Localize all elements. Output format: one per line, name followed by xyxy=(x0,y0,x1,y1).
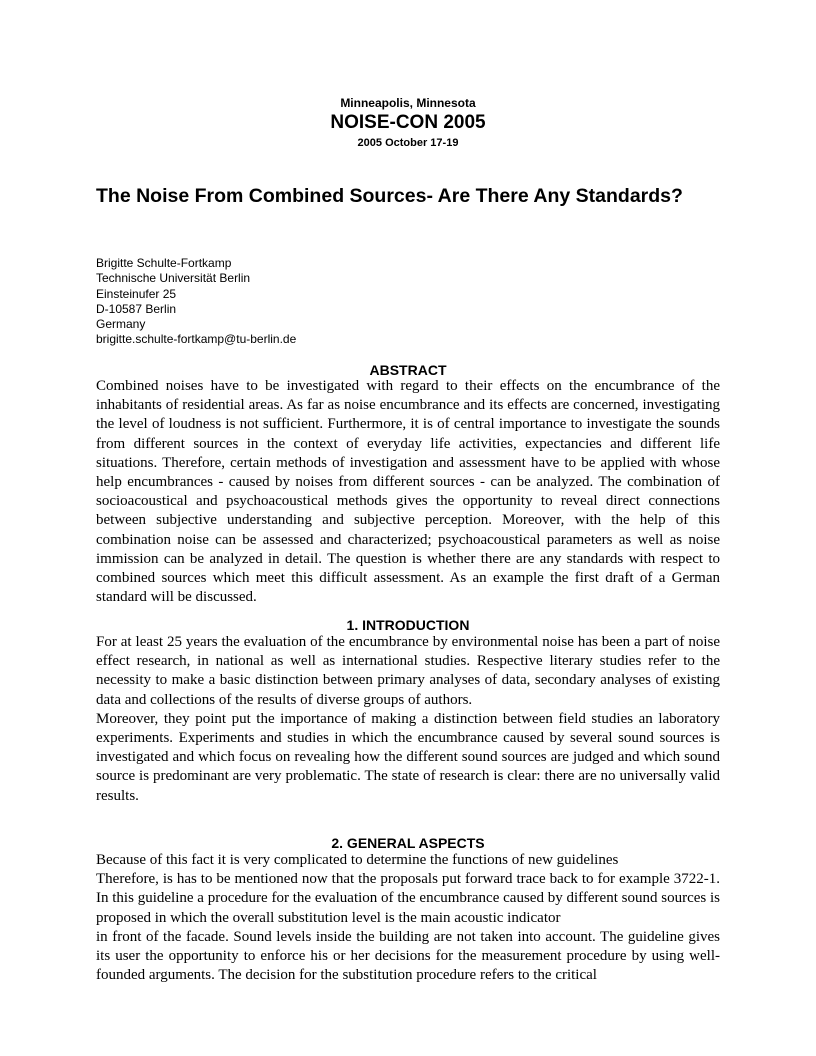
introduction-paragraph-1: For at least 25 years the evaluation of the encumbrance by environmental noise has been a part of noise effect research, in national as well as international studies. Respective literary studies refer to the necessity to make a basic distinction between primary analyses of data, secondary analyses of existing data and collections of the results of diverse groups of authors. xyxy=(96,634,720,708)
general-aspects-section xyxy=(96,851,720,985)
general-aspects-heading: 2. GENERAL ASPECTS xyxy=(331,835,485,851)
author-block xyxy=(96,256,720,348)
abstract-text xyxy=(96,377,720,607)
author-street: Einsteinufer 25 xyxy=(96,286,177,301)
conference-name: NOISE-CON 2005 xyxy=(330,112,486,133)
general-aspects-line-1: Because of this fact it is very complicated to determine the functions of new guidelines xyxy=(96,852,619,868)
general-aspects-paragraph-1a: Therefore, is has to be mentioned now that the proposals put forward trace back to for example 3722-1. In this guideline a procedure for the evaluation of the encumbrance caused by different sound sources is proposed in which the overall substitution level is the main acoustic indicator xyxy=(96,871,720,926)
introduction-paragraph-2: Moreover, they point put the importance of making a distinction between field studies an laboratory experiments. Experiments and studies in which the encumbrance caused by several sound sources is investigated and which focus on revealing how the different sound sources are judged and which sound source is predominant are very problematic. The state of research is clear: there are no universally valid results. xyxy=(96,710,720,804)
paper-title: The Noise From Combined Sources- Are There Any Standards? xyxy=(96,185,683,207)
author-email: brigitte.schulte-fortkamp@tu-berlin.de xyxy=(96,332,297,347)
conference-date: 2005 October 17-19 xyxy=(357,137,459,149)
abstract-heading: ABSTRACT xyxy=(369,362,447,378)
introduction-section xyxy=(96,633,720,806)
introduction-heading: 1. INTRODUCTION xyxy=(346,617,470,633)
author-institution: Technische Universität Berlin xyxy=(96,271,251,286)
author-country: Germany xyxy=(96,317,146,332)
general-aspects-paragraph-1b: in front of the facade. Sound levels inside the building are not taken into account. The guideline gives its user the opportunity to enforce his or her decisions for the measurement procedure by using well-founded arguments. The decision for the substitution procedure refers to the critical xyxy=(96,928,720,984)
abstract-paragraph: Combined noises have to be investigated with regard to their effects on the encumbrance of the inhabitants of residential areas. As far as noise encumbrance and its effects are concerned, investigating the level of loudness is not sufficient. Furthermore, it is of central importance to investigate the sounds from different sources in the context of everyday life activities, expectancies and different life situations. Therefore, certain methods of investigation and assessment have to be applied with whose help encumbrances - caused by noises from different sources - can be analyzed. The combination of socioacoustical and psychoacoustical methods gives the opportunity to reveal direct connections between subjective understanding and subjective perception. Moreover, with the help of this combination noise can be assessed and characterized; psychoacoustical parameters as well as noise immission can be analyzed in detail. The question is whether there are any standards with respect to combined sources which meet this difficult assessment. As an example the first draft of a German standard will be discussed. xyxy=(96,378,720,606)
conference-city: Minneapolis, Minnesota xyxy=(340,96,476,110)
author-city: D-10587 Berlin xyxy=(96,301,177,316)
author-name: Brigitte Schulte-Fortkamp xyxy=(96,256,232,270)
